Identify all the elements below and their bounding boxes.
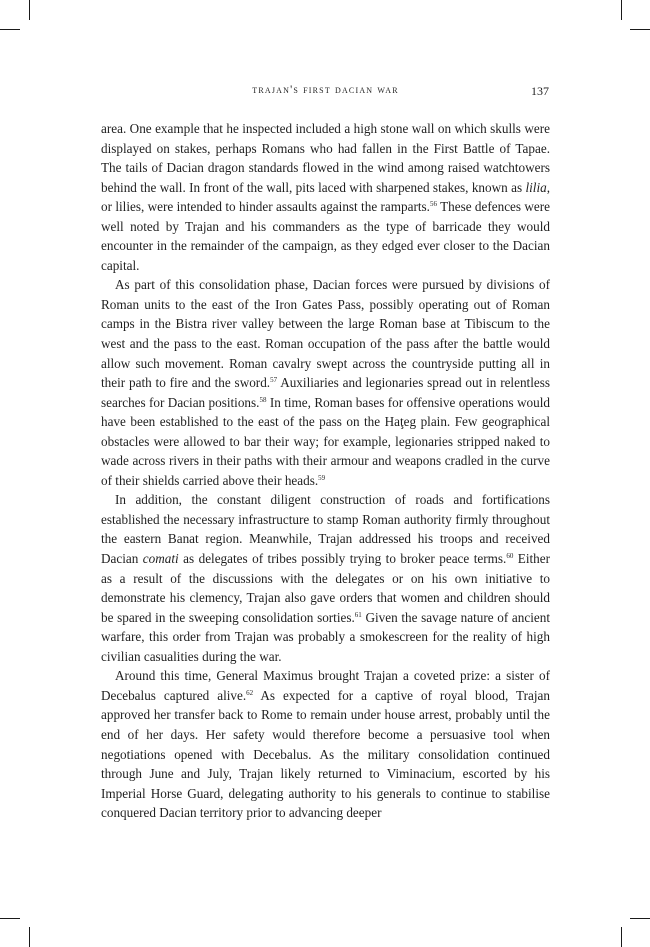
italic-term: comati: [142, 551, 179, 567]
paragraph: [101, 666, 550, 822]
paragraph: [101, 119, 550, 275]
footnote-marker: 58: [259, 395, 267, 404]
text-run: As part of this consolidation phase, Dacian forces were pursued by divisions of Roman units to the east of the Iron Gates Pass, possibly operating out of Roman camps in the Bistra river valley between the large Roman base at Tibiscum to the west and the pass to the east. Roman occupation of the pass after the battle would allow such movement. Roman cavalry swept across the countryside putting all in their path to fire and the sword.: [101, 277, 550, 391]
running-head: trajan's first dacian war: [252, 84, 399, 96]
footnote-marker: 59: [318, 473, 326, 482]
text-run: In addition, the constant diligent construction of roads and fortifications established the necessary infrastructure to stamp Roman authority firmly throughout the eastern Banat region. Meanwhile, Trajan addressed his troops and received Dacian: [101, 492, 550, 567]
crop-mark-top-left-horizontal: [0, 29, 20, 30]
page-number: 137: [531, 84, 549, 98]
text-run: Around this time, General Maximus brought Trajan a coveted prize: a sister of Decebalus captured alive.: [101, 668, 550, 703]
italic-term: lilia: [525, 179, 547, 195]
footnote-marker: 61: [354, 610, 362, 619]
footnote-marker: 62: [246, 688, 254, 697]
crop-mark-top-left-vertical: [29, 0, 30, 20]
page-header: [101, 84, 550, 102]
crop-mark-bottom-right-horizontal: [630, 918, 650, 919]
text-run: As expected for a captive of royal blood, Trajan approved her transfer back to Rome to remain under house arrest, probably until the end of her days. Her safety would therefore become a persuasive tool when negotiations opened with Decebalus. As the military consolidation continued through June and July, Trajan likely returned to Viminacium, escorted by his Imperial Horse Guard, delegating authority to his generals to continue to stabilise conquered Dacian territory prior to advancing deeper: [101, 687, 550, 821]
text-run: In time, Roman bases for offensive operations would have been established to the east of the pass on the Haţeg plain. Few geographical obstacles were allowed to bar their way; for example, legionaries stripped naked to wade across rivers in their paths with their armour and weapons cradled in the curve of their shields carried above their heads.: [101, 394, 550, 488]
crop-mark-top-right-horizontal: [630, 29, 650, 30]
crop-mark-bottom-left-horizontal: [0, 918, 20, 919]
footnote-marker: 56: [429, 200, 437, 209]
paragraph: [101, 275, 550, 490]
text-run: Auxiliaries and legionaries spread out in relentless searches for Dacian positions.: [101, 375, 550, 410]
footnote-marker: 60: [506, 552, 514, 561]
crop-mark-bottom-right-vertical: [621, 927, 622, 947]
footnote-marker: 57: [270, 376, 278, 385]
crop-mark-top-right-vertical: [621, 0, 622, 20]
body-text: [101, 119, 550, 823]
text-run: These defences were well noted by Trajan and his commanders as the type of barricade they would encounter in the remainder of the campaign, as they edged ever closer to the Dacian capital.: [101, 199, 551, 273]
text-run: Given the savage nature of ancient warfare, this order from Trajan was probably a smokescreen for the reality of high civilian casualities during the war.: [101, 609, 550, 664]
text-run: as delegates of tribes possibly trying to broker peace terms.: [178, 551, 507, 567]
crop-mark-bottom-left-vertical: [29, 927, 30, 947]
text-run: area. One example that he inspected included a high stone wall on which skulls were displayed on stakes, perhaps Romans who had fallen in the First Battle of Tapae. The tails of Dacian dragon standards flowed in the wind among raised watchtowers behind the wall. In front of the wall, pits laced with sharpened stakes, known as: [101, 121, 550, 195]
paragraph: [101, 490, 550, 666]
text-run: , or lilies, were intended to hinder assaults against the ramparts.: [101, 179, 550, 215]
text-run: Either as a result of the discussions with the delegates or on his own initiative to demonstrate his clemency, Trajan also gave orders that women and children should be spared in the sweeping consolidation sorties.: [101, 551, 550, 625]
